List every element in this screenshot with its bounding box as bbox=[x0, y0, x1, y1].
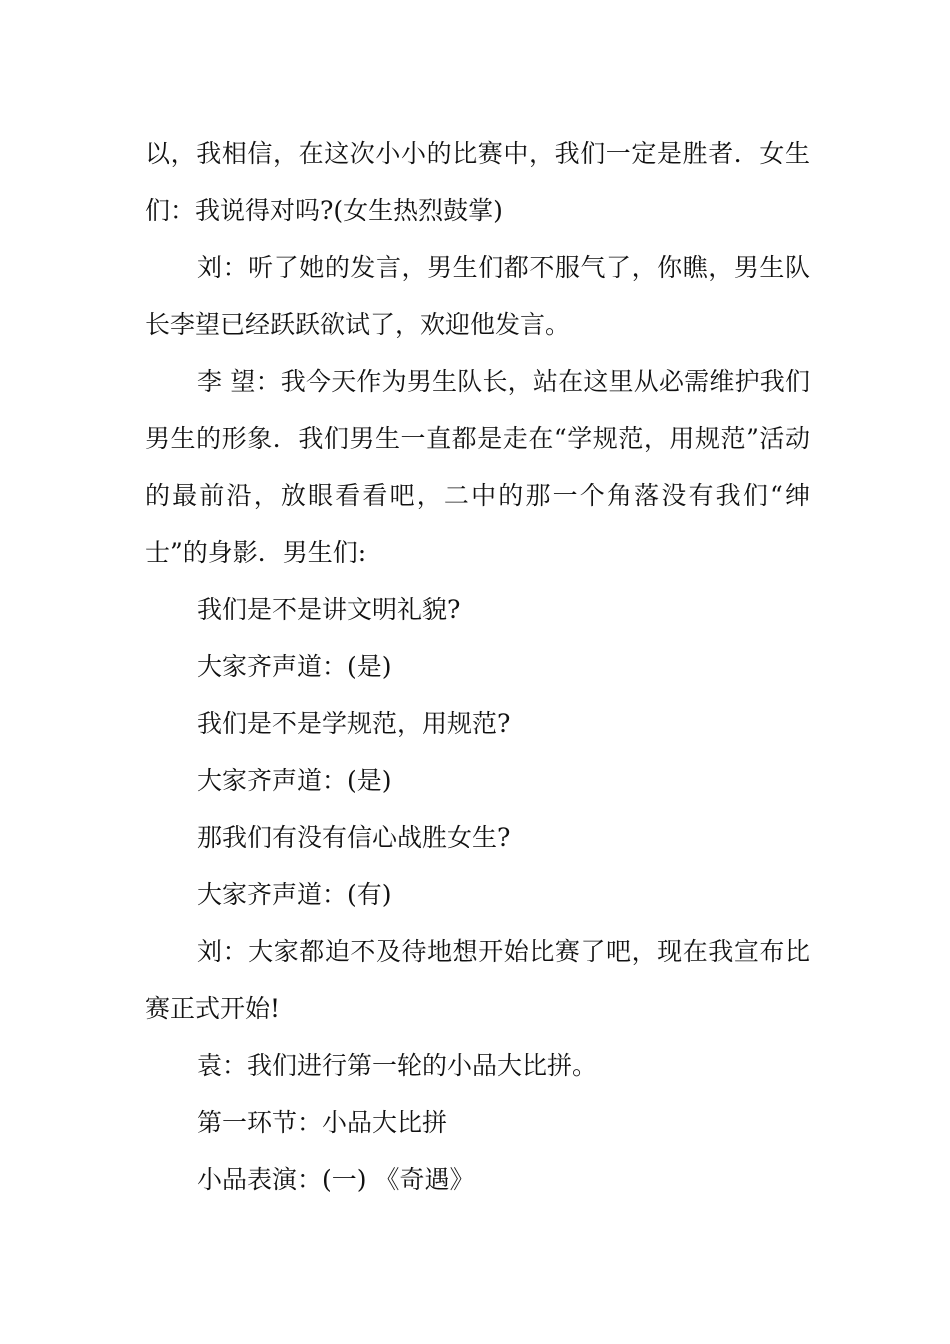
paragraph-11: 袁：我们进行第一轮的小品大比拼。 bbox=[197, 1051, 598, 1080]
paragraph-9: 大家齐声道：(有) bbox=[197, 880, 392, 909]
paragraph-2: 刘：听了她的发言，男生们都不服气了，你瞧，男生队长李望已经跃跃欲试了，欢迎他发言。 bbox=[145, 253, 810, 339]
paragraph-8: 那我们有没有信心战胜女生? bbox=[197, 823, 511, 852]
paragraph-3: 李 望：我今天作为男生队长，站在这里从必需维护我们男生的形象．我们男生一直都是走在“学规范，用规范”活动的最前沿，放眼看看吧，二中的那一个角落没有我们“绅士”的身影．男生们: bbox=[145, 367, 810, 567]
paragraph-1: 以，我相信，在这次小小的比赛中，我们一定是胜者．女生们：我说得对吗?(女生热烈鼓掌) bbox=[145, 139, 810, 225]
paragraph-12: 第一环节：小品大比拼 bbox=[197, 1108, 448, 1137]
paragraph-4: 我们是不是讲文明礼貌? bbox=[197, 595, 461, 624]
paragraph-10: 刘：大家都迫不及待地想开始比赛了吧，现在我宣布比赛正式开始! bbox=[145, 937, 810, 1023]
paragraph-7: 大家齐声道：(是) bbox=[197, 766, 392, 795]
paragraph-5: 大家齐声道：(是) bbox=[197, 652, 392, 681]
paragraph-13: 小品表演：(一) 《奇遇》 bbox=[197, 1165, 475, 1194]
document-body bbox=[145, 125, 810, 1208]
paragraph-6: 我们是不是学规范，用规范? bbox=[197, 709, 511, 738]
